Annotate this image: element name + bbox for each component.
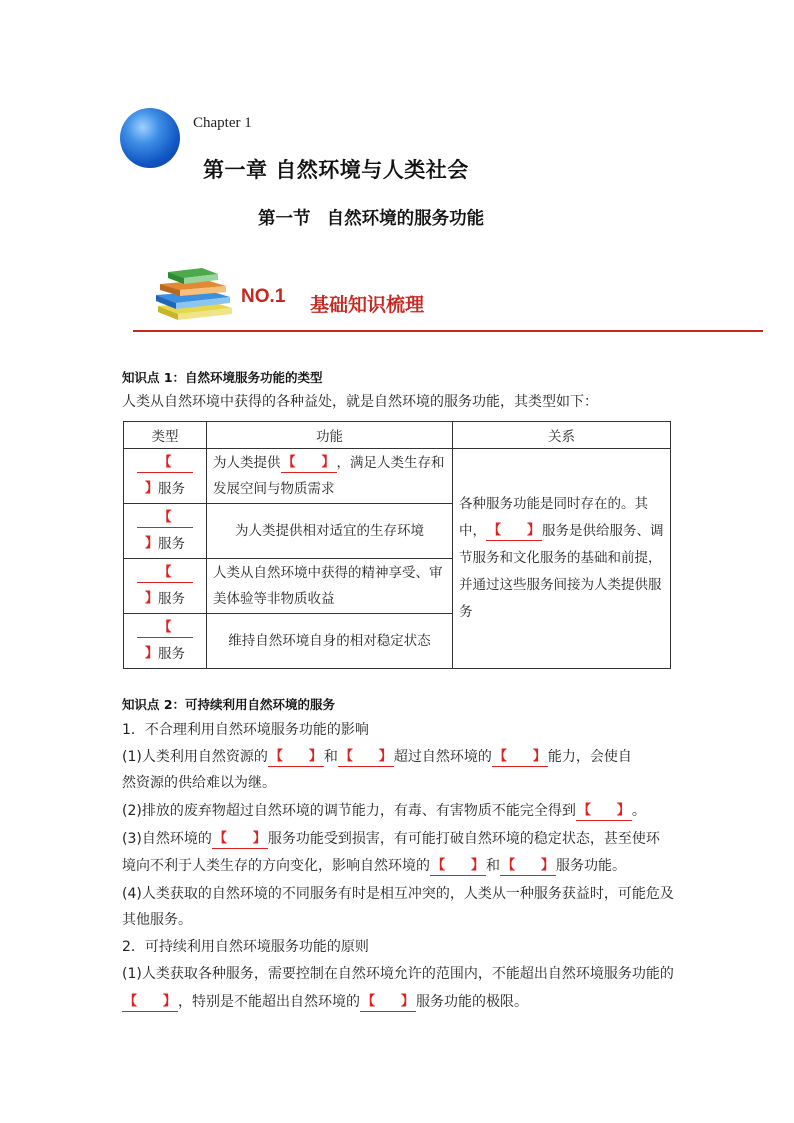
fill-blank[interactable]: 【 】 bbox=[281, 454, 337, 473]
relation-cell: 各种服务功能是同时存在的。其中， 【 】 服务是供给服务、调节服务和文化服务的基础和前提，并通过这些服务间接为人类提供服务 bbox=[453, 449, 671, 669]
point1-intro: 人类从自然环境中获得的各种益处，就是自然环境的服务功能，其类型如下： bbox=[122, 394, 598, 410]
table-header-row bbox=[124, 422, 671, 449]
point2-item-2: (2)排放的废弃物超过自然环境的调节能力，有毒、有害物质不能完全得到 【 】 。 bbox=[122, 802, 646, 819]
fill-blank[interactable]: 【 】 bbox=[486, 522, 542, 541]
point2-item-3-cont: 境向不利于人类生存的方向变化，影响自然环境的 【 】 和 【 】 服务功能。 bbox=[122, 857, 626, 874]
type-cell: 【 】服务 bbox=[124, 504, 207, 559]
chapter-label: Chapter 1 bbox=[193, 115, 252, 131]
point2-item-1: (1)人类利用自然资源的 【 】 和 【 】 超过自然环境的 【 】 能力，会使自 bbox=[122, 748, 632, 765]
fill-blank-end: 】 bbox=[144, 591, 158, 606]
globe-icon bbox=[120, 108, 180, 168]
banner-title: 基础知识梳理 bbox=[310, 294, 425, 316]
header-relation: 关系 bbox=[453, 422, 671, 449]
fill-blank[interactable]: 【 bbox=[137, 619, 193, 638]
fill-blank[interactable]: 【 】 bbox=[360, 993, 416, 1012]
fill-blank-end: 】 bbox=[144, 646, 158, 661]
point1-heading: 知识点 1：自然环境服务功能的类型 bbox=[122, 370, 323, 385]
point2-heading: 知识点 2：可持续利用自然环境的服务 bbox=[122, 697, 336, 712]
header-function: 功能 bbox=[207, 422, 453, 449]
point2-item-5-cont: 【 】 ，特别是不能超出自然环境的 【 】 服务功能的极限。 bbox=[123, 993, 528, 1010]
point2-item-5: (1)人类获取各种服务，需要控制在自然环境允许的范围内，不能超出自然环境服务功能的 bbox=[122, 966, 674, 982]
table-row bbox=[124, 449, 671, 504]
fill-blank[interactable]: 【 】 bbox=[492, 748, 548, 767]
point2-subheading-2: 2．可持续利用自然环境服务功能的原则 bbox=[122, 939, 369, 955]
chapter-title: 第一章 自然环境与人类社会 bbox=[203, 158, 469, 182]
point2-subheading-1: 1．不合理利用自然环境服务功能的影响 bbox=[122, 722, 369, 738]
fill-blank[interactable]: 【 】 bbox=[122, 993, 178, 1012]
header-type: 类型 bbox=[124, 422, 207, 449]
type-cell: 【 】服务 bbox=[124, 559, 207, 614]
fill-blank[interactable]: 【 bbox=[137, 509, 193, 528]
type-cell: 【 】服务 bbox=[124, 449, 207, 504]
banner-rule bbox=[133, 330, 763, 332]
function-cell: 人类从自然环境中获得的精神享受、审美体验等非物质收益 bbox=[207, 559, 453, 614]
books-icon bbox=[150, 262, 240, 322]
fill-blank[interactable]: 【 】 bbox=[430, 857, 486, 876]
fill-blank[interactable]: 【 bbox=[137, 564, 193, 583]
function-cell: 为人类提供相对适宜的生存环境 bbox=[207, 504, 453, 559]
fill-blank[interactable]: 【 】 bbox=[212, 830, 268, 849]
point2-item-4-cont: 其他服务。 bbox=[122, 912, 192, 928]
section-title: 第一节 自然环境的服务功能 bbox=[258, 209, 485, 229]
fill-blank-end: 】 bbox=[144, 481, 158, 496]
function-cell: 维持自然环境自身的相对稳定状态 bbox=[207, 614, 453, 669]
point2-item-1-cont: 然资源的供给难以为继。 bbox=[122, 775, 276, 791]
type-cell: 【 】服务 bbox=[124, 614, 207, 669]
fill-blank[interactable]: 【 】 bbox=[268, 748, 324, 767]
fill-blank[interactable]: 【 】 bbox=[500, 857, 556, 876]
point2-item-3: (3)自然环境的 【 】 服务功能受到损害，有可能打破自然环境的稳定状态，甚至使环 bbox=[122, 830, 660, 847]
point2-item-4: (4)人类获取的自然环境的不同服务有时是相互冲突的，人类从一种服务获益时，可能危及 bbox=[122, 886, 674, 902]
fill-blank[interactable]: 【 】 bbox=[338, 748, 394, 767]
fill-blank-end: 】 bbox=[144, 536, 158, 551]
banner-number: NO.1 bbox=[241, 286, 286, 307]
service-types-table bbox=[123, 421, 671, 669]
fill-blank[interactable]: 【 bbox=[137, 454, 193, 473]
function-cell: 为人类提供 【 】 ，满足人类生存和发展空间与物质需求 bbox=[207, 449, 453, 504]
fill-blank[interactable]: 【 】 bbox=[576, 802, 632, 821]
